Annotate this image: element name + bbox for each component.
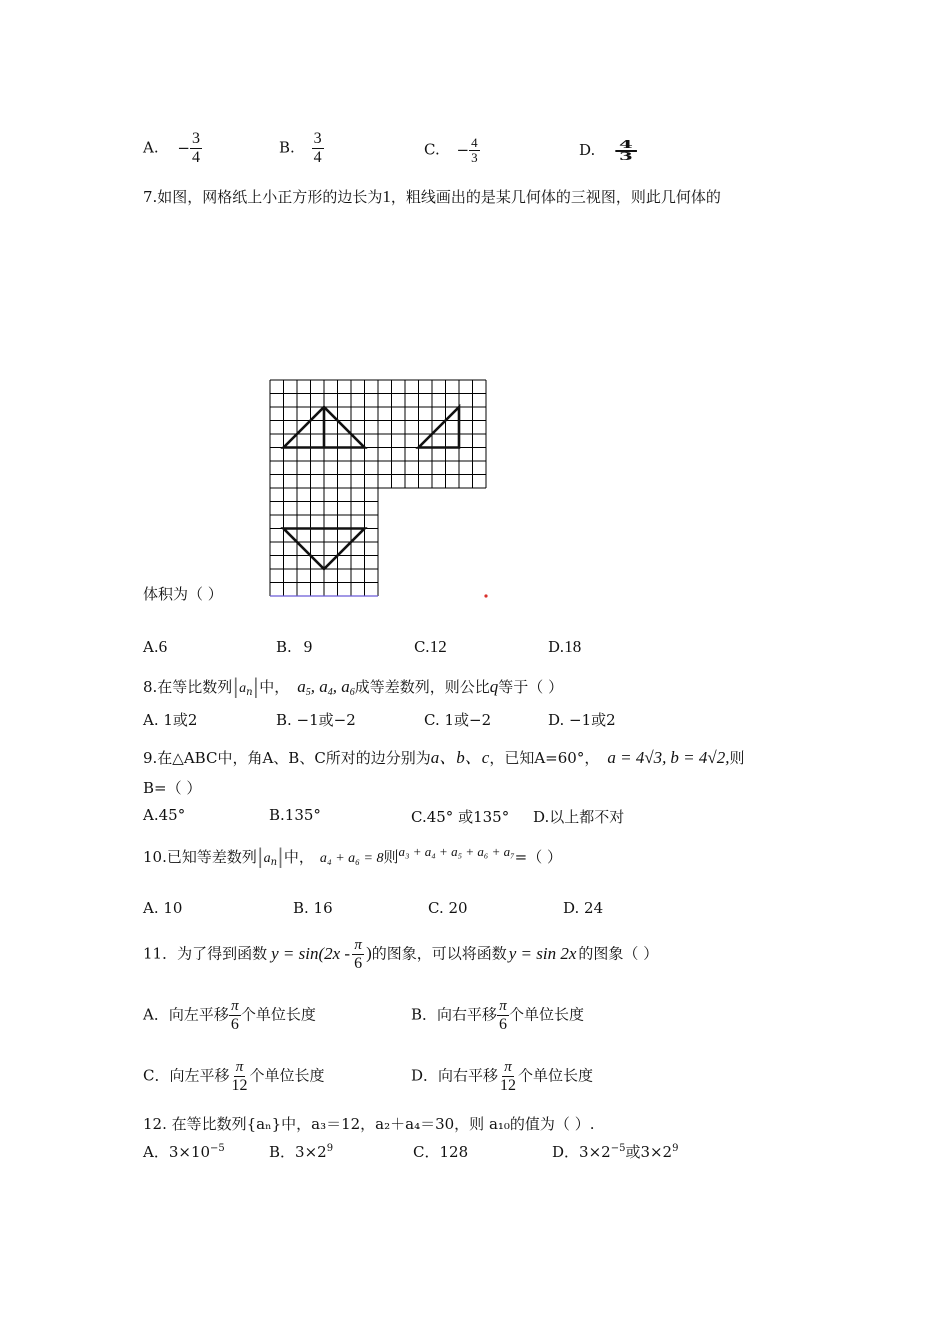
q11-option-b: B．向右平移 $\frac{\pi}{6}$ 个单位长度 [411,998,585,1033]
q12-stem: 12. 在等比数列{aₙ}中，a₃＝12，a₂＋a₄＝30，则 a₁₀的值为（ ）. [143,1115,595,1133]
q12-option-d: D．$3\times 2^{-5}$或$3\times 2^9$ [552,1143,679,1161]
q11-stem: 11．为了得到函数 y = sin(2x - $\frac{\pi}{6}$ )的图象，可以将函数 y = sin 2x 的图象（ ） [143,937,659,972]
q9-stem-b: B=（ ） [143,779,202,797]
three-view-figure [262,372,498,604]
q6-option-d: D. $\frac{4}{3}$ [579,140,632,162]
side-view-triangle [419,407,460,448]
q9-stem: 9.在△ABC中，角A、B、C所对的边分别为a、b、c，已知A=60°， a = 4√3, b = 4√2,则 [143,748,745,767]
q12-option-c: C．128 [413,1143,469,1161]
q10-stem: 10.已知等差数列$|a_n|$中， a₄ + a₆ = 8则a₃ + a₄ + a₅ + a₆ + a₇=（ ） [143,844,563,868]
q9-option-d: D.以上都不对 [533,808,625,826]
q8-stem: 8.在等比数列$|a_n|$中， $a_5$, $a_4$, $a_6$成等差数列，则公比q等于（ ） [143,674,564,698]
q10-option-d: D. 24 [563,899,604,917]
q7-option-d: D.18 [548,637,582,656]
q11-option-d: D．向右平移 $\frac{\pi}{12}$ 个单位长度 [411,1059,594,1094]
q7-option-b: B. 9 [276,637,313,656]
q9-option-a: A.45° [143,806,186,824]
q6-option-c: C. − $\frac{4}{3}$ [424,135,478,165]
q7-stem-end: 体积为（ ） [143,585,223,603]
q11-option-c: C．向左平移 $\frac{\pi}{12}$ 个单位长度 [143,1059,325,1094]
q9-option-b: B.135° [269,806,321,824]
q12-option-a: A．$3\times 10^{-5}$ [143,1143,225,1161]
q8-option-d: D. −1或2 [548,711,616,729]
q6-option-d-fraction: $\frac{4}{3}$ [615,140,636,162]
figure-corner-dot [484,594,487,597]
q10-option-a: A. 10 [143,899,183,917]
q7-option-c: C.12 [414,637,447,656]
q11-option-a: A．向左平移 $\frac{\pi}{6}$ 个单位长度 [143,998,316,1033]
q10-option-c: C. 20 [428,899,468,917]
q6-option-b: B. $\frac{3}{4}$ [279,130,322,166]
q8-option-b: B. −1或−2 [276,711,356,729]
q7-option-a: A.6 [143,637,168,656]
q10-option-b: B. 16 [293,899,333,917]
q8-option-c: C. 1或−2 [424,711,492,729]
q8-terms: $a_5$, $a_4$, $a_6$ [297,677,355,698]
q9-option-c: C.45° 或135° [411,808,510,826]
q7-stem: 7.如图，网格纸上小正方形的边长为1，粗线画出的是某几何体的三视图，则此几何体的 [143,187,721,206]
q6-option-a: A. − $\frac{3}{4}$ [143,130,200,166]
q8-option-a: A. 1或2 [143,711,198,729]
q12-option-b: B．$3\times 2^9$ [269,1143,334,1161]
